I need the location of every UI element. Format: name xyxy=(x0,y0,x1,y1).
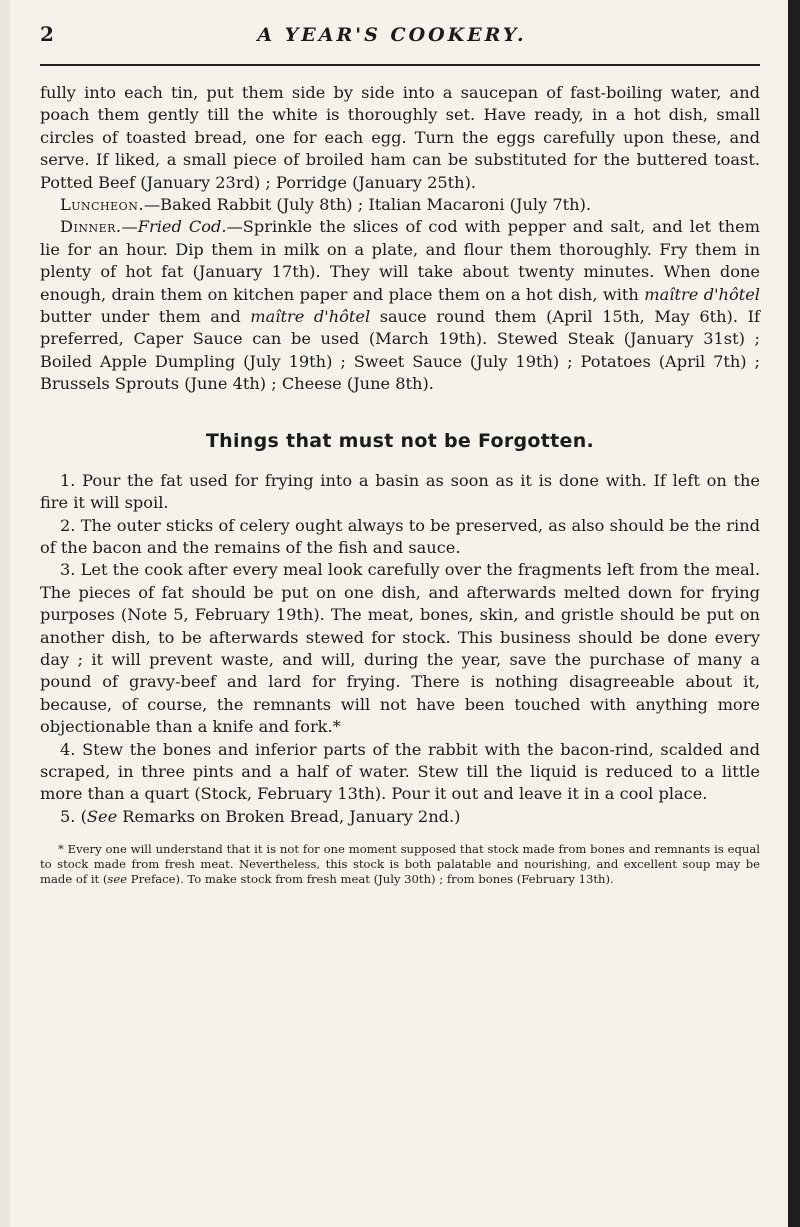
page-header xyxy=(40,22,760,56)
list-item-1: 1. Pour the fat used for frying into a basin as soon as it is done with. If left on the fire it will spoil. xyxy=(40,470,760,513)
running-title: A YEAR'S COOKERY. xyxy=(257,24,527,46)
page-number: 2 xyxy=(40,22,54,46)
list-item-5 xyxy=(40,806,760,828)
luncheon-label: Luncheon. xyxy=(60,195,144,215)
section-heading: Things that must not be Forgotten. xyxy=(205,429,595,452)
page-gutter xyxy=(0,0,10,1227)
list-item-2: 2. The outer sticks of celery ought always to be preserved, as also should be the rind of the bacon and the remains of the fish and sauce. xyxy=(40,515,760,557)
header-rule xyxy=(40,64,760,66)
item-5-see: See xyxy=(86,806,118,826)
dinner-label: Dinner. xyxy=(60,217,122,237)
maitre-term-2: maître d'hôtel xyxy=(250,307,371,327)
item-5-num: 5. ( xyxy=(60,806,87,826)
luncheon-text: —Baked Rabbit (July 8th) ; Italian Macaroni (July 7th). xyxy=(143,195,592,215)
maitre-term-1: maître d'hôtel xyxy=(644,284,760,304)
footnote xyxy=(40,842,760,887)
paragraph-dinner xyxy=(40,216,760,395)
paragraph-breakfast: fully into each tin, put them side by side into a saucepan of fast-boiling water, and poach them gently till the white is thoroughly set. Have ready, in a hot dish, small circles of toasted bread, one for each egg. Turn the eggs carefully upon these, and serve. If liked, a small piece of broiled ham can be substituted for the buttered toast. Potted Beef (January 23rd) ; Porridge (January 25th). xyxy=(40,83,760,192)
list-item-3: 3. Let the cook after every meal look carefully over the fragments left from the meal. The pieces of fat should be put on one dish, and afterwards melted down for frying purposes (Note 5, February 19th). The meat, bones, skin, and gristle should be put on another dish, to be afterwards stewed for stock. This business should be done every day ; it will prevent waste, and will, during the year, save the purchase of many a pound of gravy-beef and lard for frying. There is nothing disagreeable about it, because, of course, the remnants will not have been touched with anything more objectionable than a knife and fork.* xyxy=(40,560,760,737)
footnote-text-2: Preface). To make stock from fresh meat (July 30th) ; from bones (February 13th). xyxy=(127,872,614,887)
dinner-text-2: butter under them and xyxy=(40,307,251,327)
page-content xyxy=(40,22,760,899)
footnote-text-1: * Every one will understand that it is not for one moment supposed that stock made from bones and remnants is equal to stock made from fresh meat. Nevertheless, this stock is both palatable and nourishing, and excellent soup may be made of it ( xyxy=(40,842,760,887)
dinner-text-1: —Sprinkle the slices of cod with pepper and salt, and let them lie for an hour. Dip them in milk on a plate, and flour them thoroughly. Fry them in plenty of hot fat (January 17th). They will take about twenty minutes. When done enough, drain them on kitchen paper and place them on a hot dish, with xyxy=(40,217,761,304)
list-item-4: 4. Stew the bones and inferior parts of the rabbit with the bacon-rind, scalded and scraped, in three pints and a half of water. Stew till the liquid is reduced to a little more than a quart (Stock, February 13th). Pour it out and leave it in a cool place. xyxy=(40,739,760,804)
dinner-dish: —Fried Cod. xyxy=(121,217,227,237)
dinner-text-3: sauce round them (April 15th, May 6th). If preferred, Caper Sauce can be used (March 19th). Stewed Steak (January 31st) ; Boiled Apple Dumpling (July 19th) ; Sweet Sauce (July 19th) ; Potatoes (April 7th) ; Brussels Sprouts (June 4th) ; Cheese (June 8th). xyxy=(40,307,760,394)
scan-edge xyxy=(788,0,800,1227)
footnote-see: see xyxy=(107,872,128,887)
item-5-text: Remarks on Broken Bread, January 2nd.) xyxy=(117,806,461,826)
paragraph-luncheon xyxy=(40,194,760,216)
